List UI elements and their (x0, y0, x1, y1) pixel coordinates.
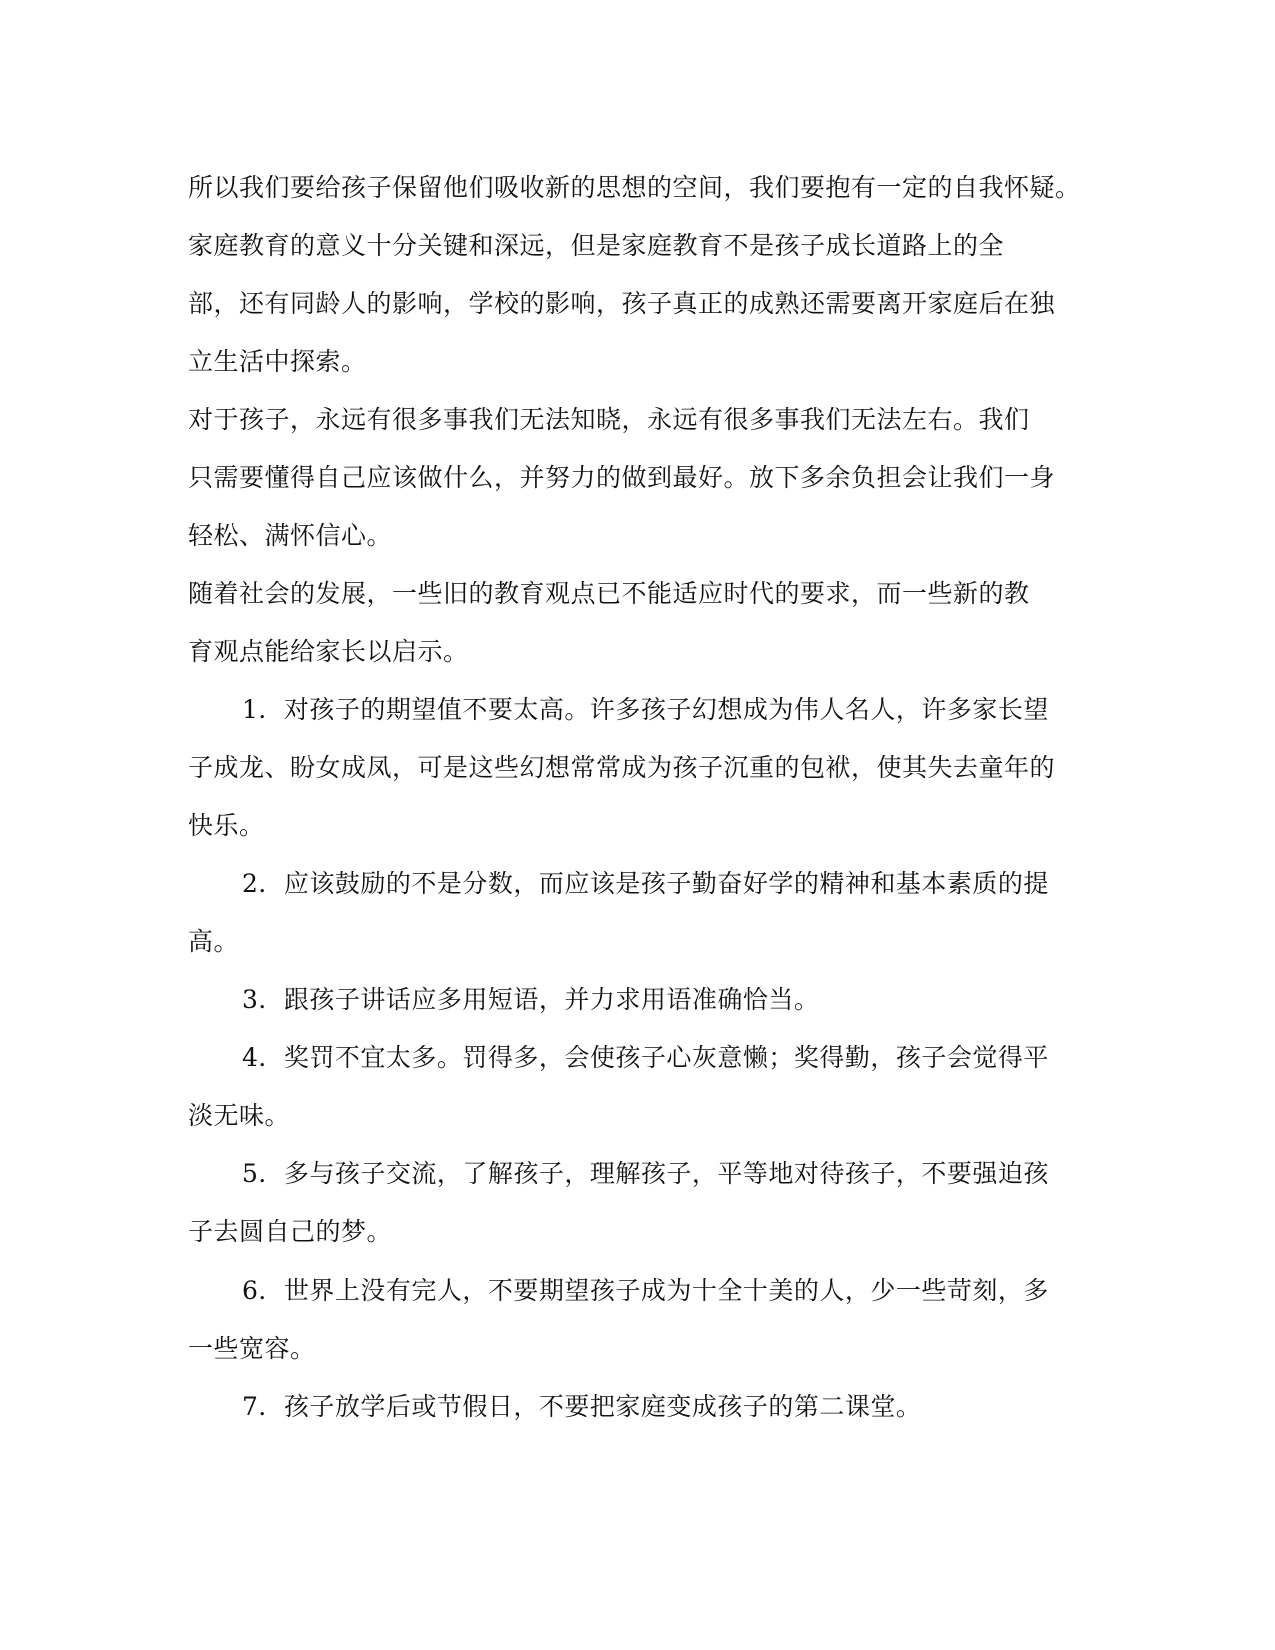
list-item-3: 3．跟孩子讲话应多用短语，并力求用语准确恰当。 (242, 985, 820, 1014)
text-line: 家庭教育的意义十分关键和深远，但是家庭教育不是孩子成长道路上的全 (188, 231, 1005, 260)
text-line: 一些宽容。 (188, 1334, 316, 1363)
text-line: 对于孩子，永远有很多事我们无法知晓，永远有很多事我们无法左右。我们 (188, 405, 1030, 434)
list-item-7: 7．孩子放学后或节假日，不要把家庭变成孩子的第二课堂。 (242, 1392, 922, 1421)
list-item-1: 1．对孩子的期望值不要太高。许多孩子幻想成为伟人名人，许多家长望 (242, 695, 1049, 724)
text-line: 子成龙、盼女成凤，可是这些幻想常常成为孩子沉重的包袱，使其失去童年的 (188, 753, 1056, 782)
list-item-4: 4．奖罚不宜太多。罚得多，会使孩子心灰意懒；奖得勤，孩子会觉得平 (242, 1043, 1049, 1072)
text-line: 随着社会的发展，一些旧的教育观点已不能适应时代的要求，而一些新的教 (188, 579, 1030, 608)
text-line: 部，还有同龄人的影响，学校的影响，孩子真正的成熟还需要离开家庭后在独 (188, 289, 1056, 318)
text-line: 轻松、满怀信心。 (188, 521, 393, 550)
list-item-6: 6．世界上没有完人，不要期望孩子成为十全十美的人，少一些苛刻，多 (242, 1276, 1049, 1305)
text-line: 快乐。 (188, 811, 265, 840)
text-line: 只需要懂得自己应该做什么，并努力的做到最好。放下多余负担会让我们一身 (188, 463, 1056, 492)
list-item-5: 5．多与孩子交流，了解孩子，理解孩子，平等地对待孩子，不要强迫孩 (242, 1159, 1049, 1188)
text-line: 所以我们要给孩子保留他们吸收新的思想的空间，我们要抱有一定的自我怀疑。 (188, 173, 1081, 202)
text-line: 育观点能给家长以启示。 (188, 637, 469, 666)
list-item-2: 2．应该鼓励的不是分数，而应该是孩子勤奋好学的精神和基本素质的提 (242, 869, 1049, 898)
text-line: 立生活中探索。 (188, 347, 367, 376)
text-line: 淡无味。 (188, 1101, 291, 1130)
text-line: 高。 (188, 927, 240, 956)
text-line: 子去圆自己的梦。 (188, 1217, 393, 1246)
